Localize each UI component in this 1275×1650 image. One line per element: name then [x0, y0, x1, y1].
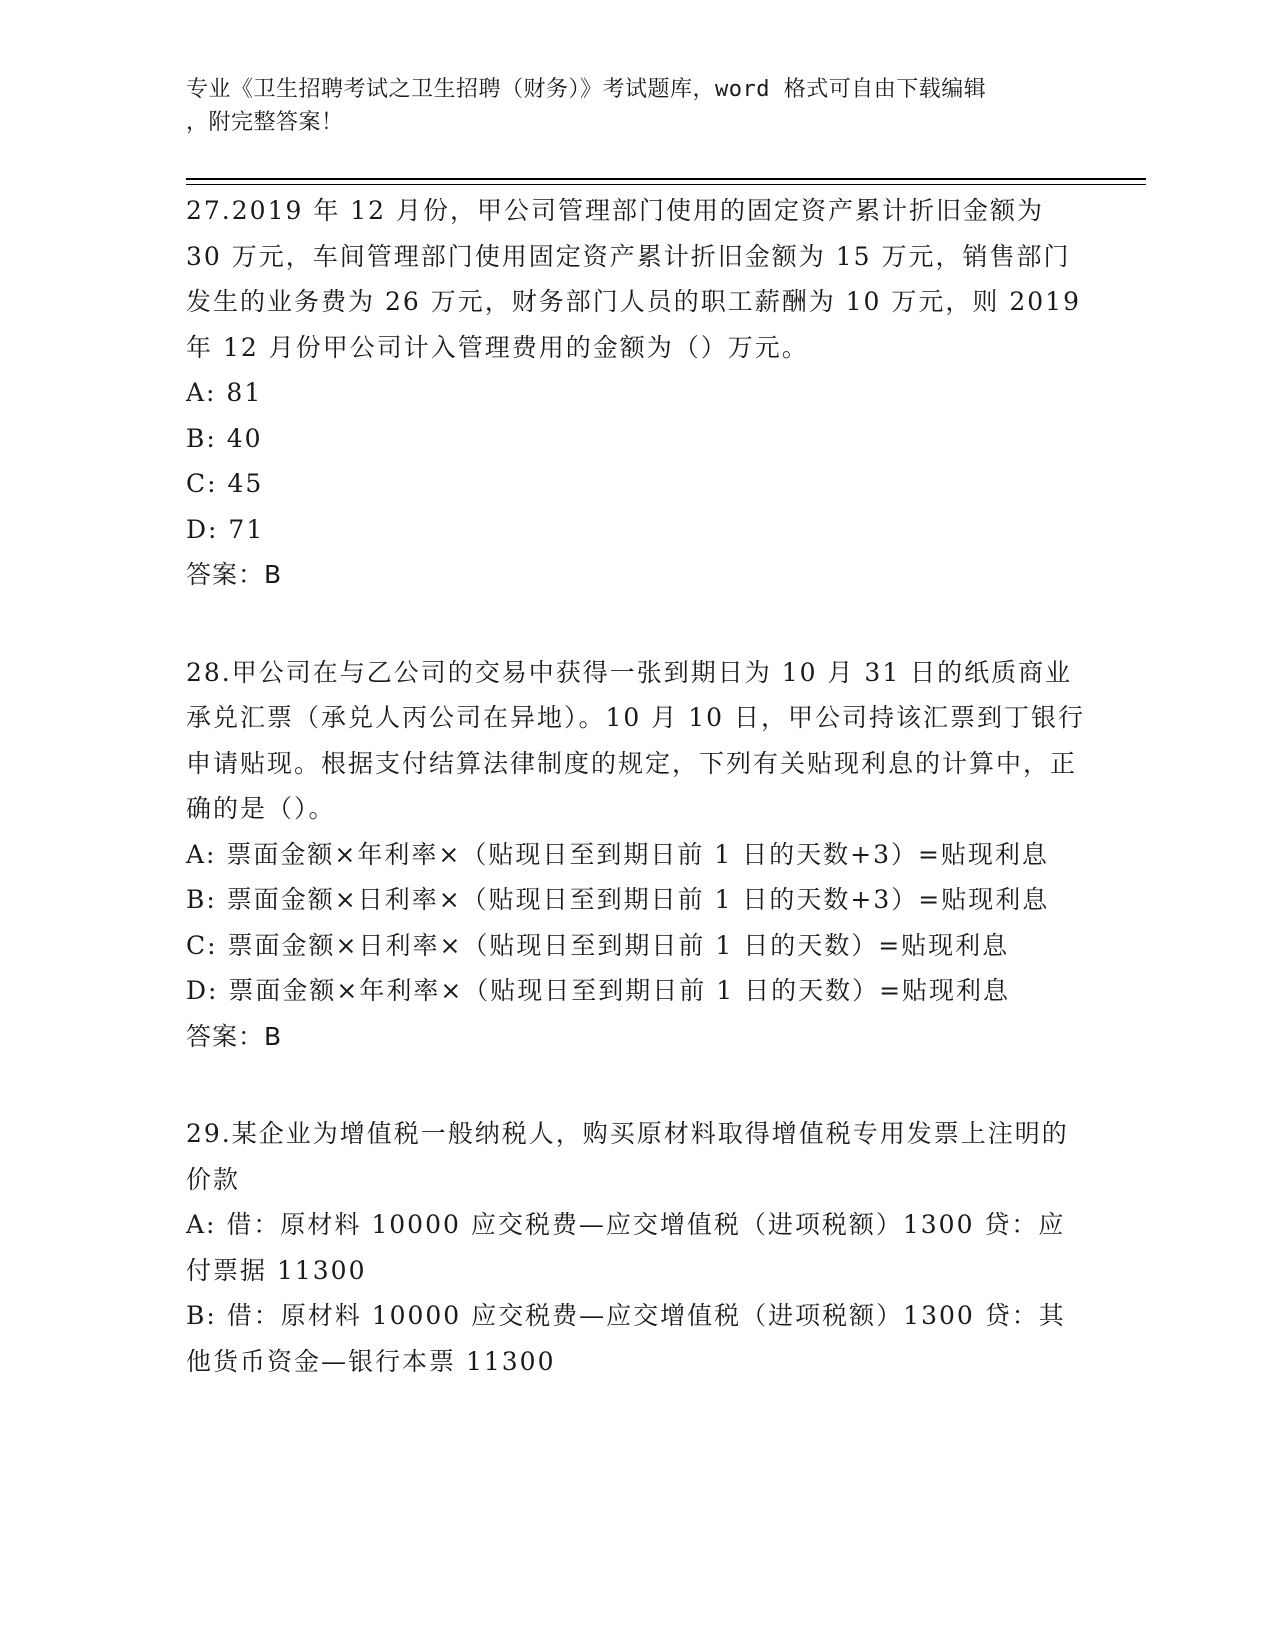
option-d: D: 71	[186, 514, 265, 544]
question-27	[186, 188, 1086, 598]
option-c: C: 45	[186, 469, 264, 498]
header-rule-thin	[186, 184, 1146, 185]
answer: 答案：B	[186, 560, 283, 589]
header-rule-thick	[186, 178, 1146, 180]
option-a: A: 81	[186, 378, 263, 407]
option-d: D: 票面金额×年利率×（贴现日至到期日前 1 日的天数）=贴现利息	[186, 976, 1011, 1005]
option-b: B: 借：原材料 10000 应交税费—应交增值税（进项税额）1300 贷：其他货币资金—银行本票 11300	[186, 1301, 1066, 1376]
question-stem: 28.甲公司在与乙公司的交易中获得一张到期日为 10 月 31 日的纸质商业承兑汇票（承兑人丙公司在异地）。10 月 10 日，甲公司持该汇票到丁银行申请贴现。根据支付结算法律制度的规定，下列有关贴现利息的计算中，正确的是（）。	[186, 657, 1085, 823]
option-b: B: 40	[186, 423, 263, 453]
option-c: C: 票面金额×日利率×（贴现日至到期日前 1 日的天数）=贴现利息	[186, 930, 1010, 960]
header-line-2: ，附完整答案！	[186, 110, 344, 135]
document-header	[186, 73, 1066, 139]
question-28	[186, 650, 1086, 1060]
answer: 答案：B	[186, 1021, 283, 1051]
option-b: B: 票面金额×日利率×（贴现日至到期日前 1 日的天数+3）=贴现利息	[186, 885, 1050, 914]
question-stem: 27.2019 年 12 月份，甲公司管理部门使用的固定资产累计折旧金额为 30 万元，车间管理部门使用固定资产累计折旧金额为 15 万元，销售部门发生的业务费为 26 万元，财务部门人员的职工薪酬为 10 万元，则 2019 年 12 月份甲公司计入管理费用的金额为（）万元。	[186, 196, 1081, 362]
header-line-1: 专业《卫生招聘考试之卫生招聘（财务）》考试题库，word 格式可自由下载编辑	[186, 77, 987, 102]
question-stem: 29.某企业为增值税一般纳税人，购买原材料取得增值税专用发票上注明的价款	[186, 1119, 1069, 1194]
option-a: A: 票面金额×年利率×（贴现日至到期日前 1 日的天数+3）=贴现利息	[186, 839, 1049, 869]
question-29	[186, 1111, 1086, 1384]
question-list	[186, 188, 1086, 1436]
option-a: A: 借：原材料 10000 应交税费—应交增值税（进项税额）1300 贷：应付票据 11300	[186, 1210, 1066, 1285]
